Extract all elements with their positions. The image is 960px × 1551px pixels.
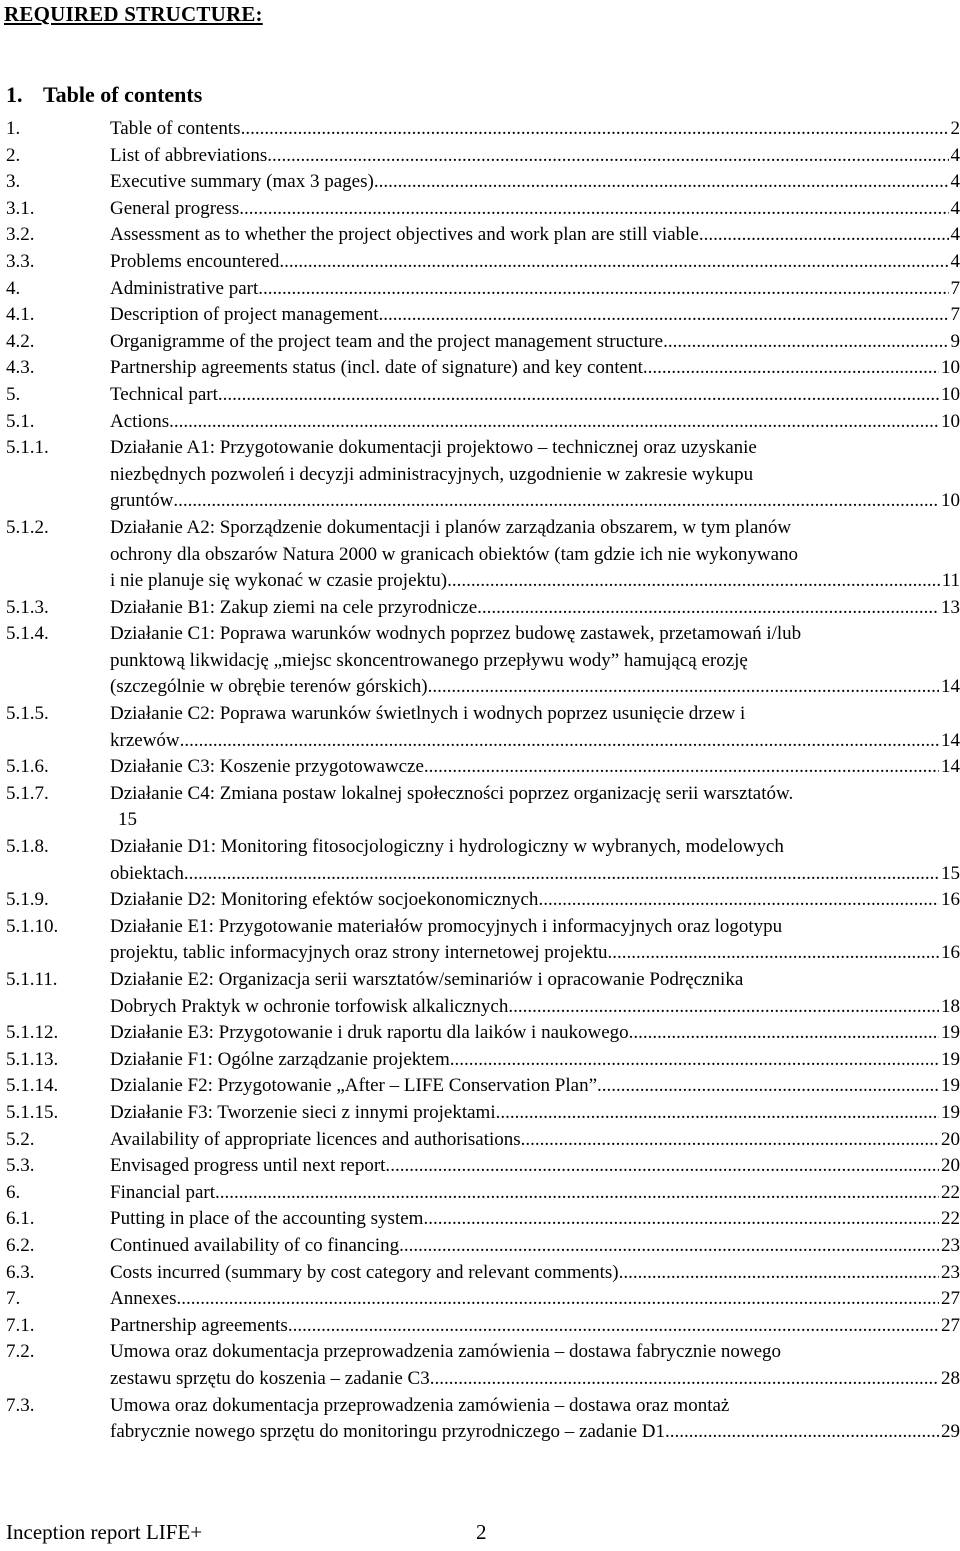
dot-leader [496,1100,939,1127]
toc-entry[interactable] [6,1260,960,1287]
toc-entry[interactable] [6,329,960,356]
toc-entry-page: 19 [941,1075,960,1097]
toc-entry-title: Działanie F3: Tworzenie sieci z innymi projektami [110,1101,496,1123]
dot-leader [612,940,939,967]
toc-entry[interactable] [6,967,960,1020]
toc-entry-number: 6.2. [6,1234,35,1256]
toc-entry-text [110,1047,960,1074]
toc-entry-text [110,754,960,781]
toc-entry-text [110,143,960,170]
toc-entry-text [110,515,960,595]
toc-entry-line [110,1153,960,1180]
toc-entry-page: 4 [950,197,960,219]
toc-entry-number: 5.1.4. [6,623,49,645]
toc-entry-page: 29 [941,1421,960,1443]
toc-entry-line [110,1286,960,1313]
toc-entry[interactable] [6,382,960,409]
toc-entry-page: 10 [941,410,960,432]
toc-entry[interactable] [6,1180,960,1207]
toc-entry-text [110,781,960,834]
toc-entry-number: 5.1.15. [6,1101,59,1123]
toc-entry-text [110,1260,960,1287]
toc-entry-line [110,382,960,409]
toc-entry[interactable] [6,1020,960,1047]
toc-entry-title: Annexes [110,1288,177,1310]
toc-entry-line [110,355,960,382]
dot-leader [643,355,939,382]
toc-entry-title: Działanie B1: Zakup ziemi na cele przyrodnicze [110,596,478,618]
toc-entry-number: 5.1.9. [6,889,49,911]
toc-entry-text [110,382,960,409]
toc-entry-line [110,674,960,701]
toc-entry-line [110,222,960,249]
toc-entry-text [110,621,960,701]
required-structure-heading: REQUIRED STRUCTURE: [4,2,263,26]
toc-entry-line [110,1047,960,1074]
toc-entry-text [110,1073,960,1100]
toc-entry-line [110,1419,960,1446]
toc-entry-number: 3.3. [6,250,35,272]
toc-entry-number: 5.1.14. [6,1075,59,1097]
toc-entry-line [110,302,960,329]
toc-entry-title: Partnership agreements [110,1314,288,1336]
toc-entry-title: Dobrych Praktyk w ochronie torfowisk alkalicznych [110,995,509,1017]
dot-leader [267,143,948,170]
toc-entry-text [110,116,960,143]
toc-entry-number: 5.1.13. [6,1048,59,1070]
toc-entry-title: Działanie E1: Przygotowanie materiałów promocyjnych i informacyjnych oraz logotypu [110,915,783,937]
toc-entry-number: 5.1.12. [6,1022,59,1044]
dot-leader [399,1233,939,1260]
toc-entry[interactable] [6,196,960,223]
dot-leader [538,887,939,914]
toc-entry[interactable] [6,1127,960,1154]
toc-entry-number: 5.1.11. [6,969,58,990]
toc-entry-title: Description of project management [110,304,379,326]
toc-entry-text [110,834,960,887]
toc-entry-title: General progress. [110,197,245,219]
toc-entry-page: 13 [941,596,960,618]
toc-entry[interactable] [6,621,960,701]
dot-leader [663,329,948,356]
toc-entry-number: 3.1. [6,197,35,219]
toc-entry-title: Działanie E2: Organizacja serii warsztatów/seminariów i opracowanie Podręcznika [110,969,744,990]
toc-entry-title: projektu, tablic informacyjnych oraz strony internetowej projektu. [110,942,613,964]
toc-entry-number: 3. [6,171,21,193]
toc-entry-line [110,1100,960,1127]
toc-entry-title: Umowa oraz dokumentacja przeprowadzenia zamówienia – dostawa oraz montaż [110,1394,730,1416]
dot-leader [699,222,949,249]
toc-entry-line [110,1180,960,1207]
toc-entry-title: Costs incurred (summary by cost category and relevant comments). [110,1261,624,1283]
dot-leader [428,674,939,701]
toc-entry-line [110,169,960,196]
toc-entry[interactable] [6,1100,960,1127]
toc-entry-text [110,222,960,249]
toc-entry-page: 15 [941,862,960,884]
toc-entry-line [110,409,960,436]
toc-entry-number: 5. [6,383,21,405]
toc-entry-title: gruntów [110,490,174,512]
toc-entry-title: zestawu sprzętu do koszenia – zadanie C3 [110,1367,430,1389]
toc-entry-title: Działanie C2: Poprawa warunków świetlnych i wodnych poprzez usunięcie drzew i [110,703,746,725]
toc-entry-title: Działanie C4: Zmiana postaw lokalnej społeczności poprzez organizację serii warsztatów. [110,782,794,804]
toc-entry[interactable] [6,914,960,967]
toc-entry-text [110,435,960,515]
toc-entry[interactable] [6,435,960,515]
toc-entry-page: 4 [950,250,960,272]
toc-entry-title: Działanie D2: Monitoring efektów socjoekonomicznych [110,889,539,911]
toc-entry-title: Problems encountered [110,250,280,272]
toc-entry-text [110,967,960,1020]
toc-entry-number: 5.1.2. [6,516,49,538]
toc-entry-title: Działanie A2: Sporządzenie dokumentacji i planów zarządzania obszarem, w tym planów [110,516,792,538]
toc-entry-title: Działanie C1: Poprawa warunków wodnych poprzez budowę zastawek, przetamowań i/lub [110,623,802,645]
dot-leader [521,1127,939,1154]
toc-entry-number: 3.2. [6,224,35,246]
toc-entry-line [110,329,960,356]
toc-entry-number: 5.1.10. [6,915,59,937]
toc-entry-number: 4.1. [6,304,35,326]
toc-entry-page: 14 [941,729,960,751]
toc-entry-page: 22 [941,1208,960,1230]
toc-entry-title: Organigramme of the project team and the project management structure [110,330,664,352]
toc-entry-page: 18 [941,995,960,1017]
toc-entry-number: 5.2. [6,1128,35,1150]
dot-leader [597,1073,939,1100]
toc-entry[interactable] [6,515,960,595]
toc-entry-line [110,1020,960,1047]
dot-leader [241,116,949,143]
toc-entry[interactable] [6,143,960,170]
toc-entry-line [110,1313,960,1340]
toc-entry-line [110,143,960,170]
toc-entry-line [110,861,960,888]
dot-leader [180,728,939,755]
toc-entry-title: Dzialanie F2: Przygotowanie „After – LIFE Conservation Plan” [110,1075,598,1097]
toc-entry-line [110,595,960,622]
toc-entry-number: 4.3. [6,357,35,379]
toc-entry-text [110,329,960,356]
toc-entry-line [110,940,960,967]
toc-entry-number: 6.1. [6,1208,35,1230]
toc-entry-text [110,1313,960,1340]
dot-leader [288,1313,939,1340]
toc-entry-page: 23 [941,1261,960,1283]
toc-entry-page: 10 [941,490,960,512]
dot-leader [169,409,939,436]
toc-entry-number: 7. [6,1288,21,1310]
toc-entry-number: 6. [6,1181,21,1203]
toc-entry[interactable] [6,595,960,622]
toc-entry-title: Administrative part [110,277,259,299]
toc-entry[interactable] [6,1047,960,1074]
toc-entry-title: Availability of appropriate licences and authorisations [110,1128,521,1150]
dot-leader [379,302,949,329]
toc-entry-page: 14 [941,676,960,698]
toc-entry-title: Technical part [110,383,218,405]
toc-entry-number: 5.1.1. [6,437,49,459]
toc-entry[interactable] [6,249,960,276]
toc-entry[interactable] [6,1233,960,1260]
dot-leader [665,1419,939,1446]
toc-entry-text [110,276,960,303]
toc-entry[interactable] [6,1153,960,1180]
toc-entry-title: Putting in place of the accounting system [110,1208,424,1230]
toc-entry-title: 15 [118,809,137,831]
toc-entry-title: niezbędnych pozwoleń i decyzji administracyjnych, uzgodnienie w zakresie wykupu [110,463,754,485]
toc-entry-title: (szczególnie w obrębie terenów górskich) [110,676,428,698]
toc-entry-line [110,1366,960,1393]
toc-entry-title: i nie planuje się wykonać w czasie projektu) [110,570,448,592]
toc-entry-text [110,302,960,329]
toc-entry-title: Assessment as to whether the project objectives and work plan are still viable [110,224,699,246]
toc-entry-text [110,1393,960,1446]
dot-leader [623,1260,939,1287]
toc-entry-line [110,1233,960,1260]
toc-entry-text [110,1339,960,1392]
toc-title-number: 1. [6,82,23,107]
dot-leader [173,488,939,515]
dot-leader [423,1206,939,1233]
toc-entry-text [110,887,960,914]
dot-leader [244,196,948,223]
toc-entry-number: 5.1.5. [6,703,49,725]
toc-entry-page: 19 [941,1048,960,1070]
toc-entry-page: 20 [941,1155,960,1177]
toc-entry-text [110,169,960,196]
toc-entry[interactable] [6,116,960,143]
toc-entry-line [110,754,960,781]
toc-entry-title: Continued availability of co financing [110,1234,400,1256]
toc-entry-text [110,914,960,967]
toc-entry-title: Umowa oraz dokumentacja przeprowadzenia zamówienia – dostawa fabrycznie nowego [110,1341,782,1363]
toc-entry-title: List of abbreviations [110,144,268,166]
toc-entry-number: 5.1.3. [6,596,49,618]
dot-leader [184,861,939,888]
toc-entry-text [110,196,960,223]
toc-entry-line [110,276,960,303]
toc-entry[interactable] [6,1393,960,1446]
toc-entry-page: 16 [941,942,960,964]
toc-entry-page: 19 [941,1101,960,1123]
dot-leader [279,249,948,276]
toc-entry[interactable] [6,754,960,781]
toc-entry-page: 23 [941,1234,960,1256]
toc-entry-page: 7 [950,304,960,326]
toc-entry-title: Envisaged progress until next report. [110,1155,391,1177]
toc-entry-text [110,701,960,754]
toc-entry-number: 7.1. [6,1314,35,1336]
toc-entry-title: krzewów [110,729,180,751]
toc-entry-number: 5.1.6. [6,756,49,778]
toc-title [6,82,202,108]
toc-entry-text [110,595,960,622]
toc-entry[interactable] [6,409,960,436]
toc-entry-page: 4 [950,224,960,246]
toc-entry-title: Działanie D1: Monitoring fitosocjologiczny i hydrologiczny w wybranych, modelowych [110,836,784,858]
toc-entry-number: 5.1.7. [6,782,49,804]
toc-entry-title: ochrony dla obszarów Natura 2000 w granicach obiektów (tam gdzie ich nie wykonywano [110,543,799,565]
toc-entry-line [110,1127,960,1154]
toc-entry[interactable] [6,302,960,329]
toc-entry-title: fabrycznie nowego sprzętu do monitoringu przyrodniczego – zadanie D1 [110,1421,666,1443]
dot-leader [176,1286,939,1313]
toc-entry[interactable] [6,834,960,887]
toc-entry-line [110,728,960,755]
toc-entry-line [110,488,960,515]
toc-entry-line [110,196,960,223]
toc-entry[interactable] [6,1313,960,1340]
toc-entry-page: 19 [941,1022,960,1044]
toc-entry-page: 14 [941,756,960,778]
toc-entry[interactable] [6,1206,960,1233]
toc-entry-page: 11 [941,570,960,592]
toc-entry-text [110,1100,960,1127]
toc-entry-number: 5.1. [6,410,35,432]
dot-leader [508,994,939,1021]
toc-title-text: Table of contents [43,82,203,107]
toc-entry-page: 7 [950,277,960,299]
toc-entry-title: obiektach [110,862,184,884]
toc-entry[interactable] [6,1339,960,1392]
toc-entry[interactable] [6,701,960,754]
toc-entry[interactable] [6,781,960,834]
toc-entry-line [110,568,960,595]
toc-entry[interactable] [6,887,960,914]
toc-entry-page: 2 [950,118,960,139]
toc-entry-number: 4.2. [6,330,35,352]
toc-entry[interactable] [6,222,960,249]
toc-entry-text [110,355,960,382]
toc-entry-line [110,887,960,914]
toc-entry-number: 4. [6,277,21,299]
toc-entry-page: 4 [950,171,960,193]
table-of-contents [6,116,960,1446]
toc-entry-line [110,249,960,276]
toc-entry-text [110,1127,960,1154]
footer-label: Inception report LIFE+ [6,1520,203,1544]
page-footer [6,1520,606,1545]
toc-entry-line [110,116,960,143]
toc-entry-title: Działanie C3: Koszenie przygotowawcze [110,756,424,778]
dot-leader [430,1366,939,1393]
toc-entry-page: 22 [941,1181,960,1203]
footer-page-number: 2 [476,1520,487,1544]
toc-entry-page: 10 [941,383,960,405]
dot-leader [629,1020,939,1047]
toc-entry-page: 16 [941,889,960,911]
toc-entry-text [110,1020,960,1047]
toc-entry-number: 7.3. [6,1394,35,1416]
toc-entry-text [110,409,960,436]
toc-entry-title: Działanie F1: Ogólne zarządzanie projektem [110,1048,450,1070]
dot-leader [424,754,939,781]
toc-entry-page: 27 [941,1288,960,1310]
toc-entry-line [110,1260,960,1287]
toc-entry-number: 7.2. [6,1341,35,1363]
toc-entry-page: 27 [941,1314,960,1336]
dot-leader [258,276,948,303]
toc-entry[interactable] [6,169,960,196]
toc-entry-text [110,1206,960,1233]
toc-entry-text [110,1180,960,1207]
toc-entry-number: 5.1.8. [6,836,49,858]
toc-entry-page: 10 [941,357,960,379]
toc-entry-line [110,994,960,1021]
toc-entry[interactable] [6,1286,960,1313]
toc-entry-page: 20 [941,1128,960,1150]
dot-leader [374,169,949,196]
toc-entry-title: Table of contents [110,118,241,139]
toc-entry[interactable] [6,355,960,382]
toc-entry-number: 6.3. [6,1261,35,1283]
toc-entry-text [110,249,960,276]
toc-entry[interactable] [6,1073,960,1100]
toc-entry-number: 5.3. [6,1155,35,1177]
toc-entry-page: 4 [950,144,960,166]
toc-entry-page: 9 [950,330,960,352]
toc-entry-number: 2. [6,144,21,166]
toc-entry-number: 1. [6,118,21,139]
toc-entry-title: Działanie A1: Przygotowanie dokumentacji projektowo – technicznej oraz uzyskanie [110,437,757,459]
dot-leader [218,382,939,409]
dot-leader [477,595,939,622]
toc-entry-title: Partnership agreements status (incl. date of signature) and key content [110,357,643,379]
toc-entry-line [110,1073,960,1100]
toc-entry-line [110,1206,960,1233]
toc-entry-page: 28 [941,1367,960,1389]
toc-entry-text [110,1153,960,1180]
toc-entry-title: Financial part [110,1181,215,1203]
toc-entry-title: Executive summary (max 3 pages) [110,171,374,193]
dot-leader [450,1047,939,1074]
toc-entry-text [110,1286,960,1313]
toc-entry-text [110,1233,960,1260]
dot-leader [215,1180,939,1207]
dot-leader [447,568,940,595]
toc-entry-title: punktową likwidację „miejsc skoncentrowanego przepływu wody” hamującą erozję [110,649,748,671]
dot-leader [390,1153,939,1180]
toc-entry[interactable] [6,276,960,303]
toc-entry-title: Actions [110,410,170,432]
toc-entry-title: Działanie E3: Przygotowanie i druk raportu dla laików i naukowego [110,1022,629,1044]
